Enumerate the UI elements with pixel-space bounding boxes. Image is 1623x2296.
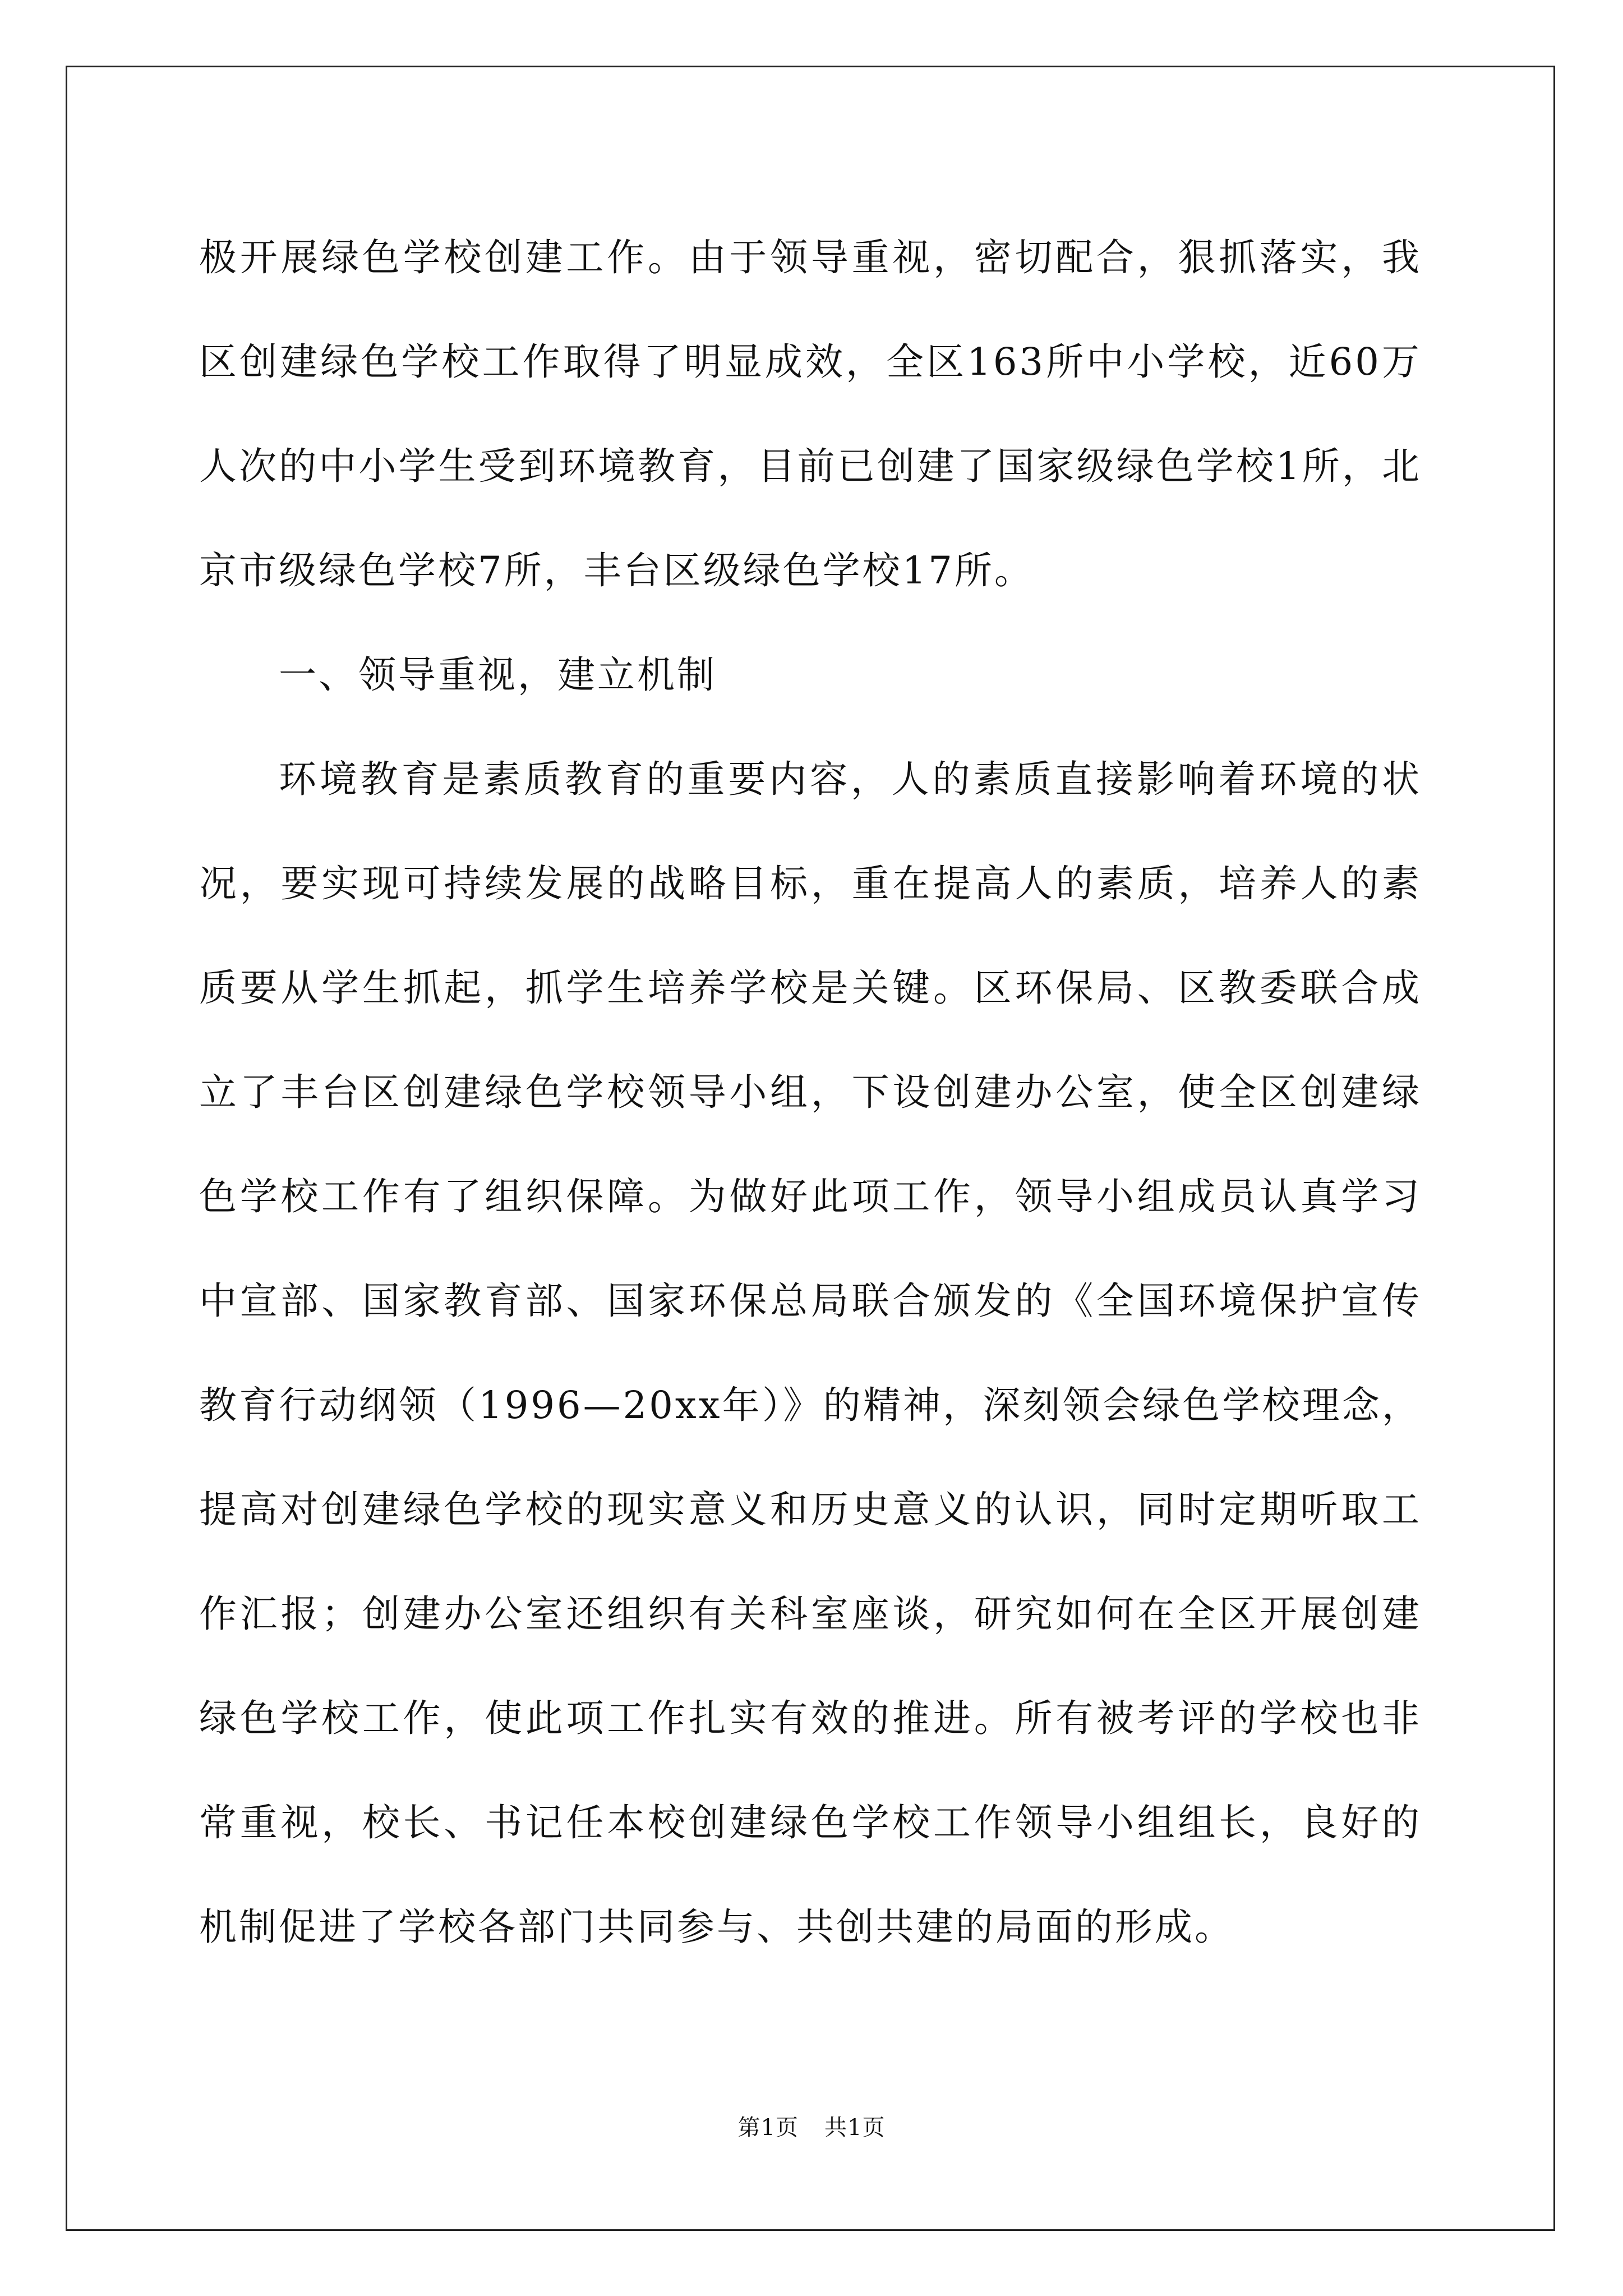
document-body xyxy=(199,205,1422,1979)
page-number: 第1页 xyxy=(737,2115,799,2141)
section-heading: 一、领导重视，建立机制 xyxy=(279,653,717,697)
paragraph-body: 环境教育是素质教育的重要内容，人的素质直接影响着环境的状况，要实现可持续发展的战略目标，重在提高人的素质，培养人的素质要从学生抓起，抓学生培养学校是关键。区环保局、区教委联合成立了丰台区创建绿色学校领导小组，下设创建办公室，使全区创建绿色学校工作有了组织保障。为做好此项工作，领导小组成员认真学习中宣部、国家教育部、国家环保总局联合颁发的《全国环境保护宣传教育行动纲领（1996—20xx年）》的精神，深刻领会绿色学校理念，提高对创建绿色学校的现实意义和历史意义的认识，同时定期听取工作汇报；创建办公室还组织有关科室座谈，研究如何在全区开展创建绿色学校工作，使此项工作扎实有效的推进。所有被考评的学校也非常重视，校长、书记任本校创建绿色学校工作领导小组组长，良好的机制促进了学校各部门共同参与、共创共建的局面的形成。 xyxy=(199,757,1422,1949)
page-total: 共1页 xyxy=(824,2115,886,2141)
page-footer xyxy=(0,2114,1623,2142)
paragraph-intro: 极开展绿色学校创建工作。由于领导重视，密切配合，狠抓落实，我区创建绿色学校工作取得了明显成效，全区163所中小学校，近60万人次的中小学生受到环境教育，目前已创建了国家级绿色学校1所，北京市级绿色学校7所，丰台区级绿色学校17所。 xyxy=(199,236,1422,592)
